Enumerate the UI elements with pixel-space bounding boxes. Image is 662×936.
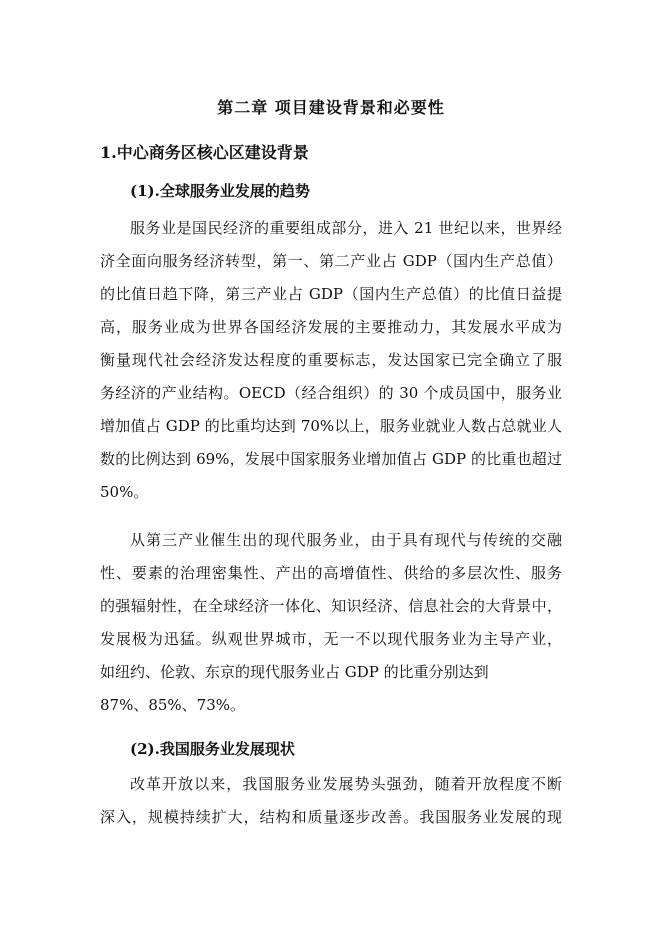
chapter-title: 第二章 项目建设背景和必要性 (217, 98, 445, 117)
paragraph-line: 从第三产业催生出的现代服务业，由于具有现代与传统的交融 (130, 531, 562, 549)
section-title: 1.中心商务区核心区建设背景 (100, 143, 309, 162)
paragraph-line: 性、要素的治理密集性、产出的高增值性、供给的多层次性、服务 (100, 564, 562, 582)
paragraph-3 (100, 768, 562, 834)
paragraph-line: 的比值日趋下降，第三产业占 GDP（国内生产总值）的比值日益提 (100, 285, 562, 303)
paragraph-line: 87%、85%、73%。 (100, 696, 246, 714)
paragraph-line: 改革开放以来，我国服务业发展势头强劲，随着开放程度不断 (130, 775, 562, 793)
paragraph-line: 济全面向服务经济转型，第一、第二产业占 GDP（国内生产总值） (100, 252, 562, 270)
paragraph-2 (100, 524, 562, 722)
paragraph-line: 发展极为迅猛。纵观世界城市，无一不以现代服务业为主导产业， (100, 630, 562, 648)
paragraph-line: 高，服务业成为世界各国经济发展的主要推动力，其发展水平成为 (100, 318, 562, 336)
paragraph-line: 务经济的产业结构。OECD（经合组织）的 30 个成员国中，服务业 (100, 384, 562, 402)
paragraph-line: 增加值占 GDP 的比重均达到 70%以上，服务业就业人数占总就业人 (100, 417, 562, 435)
paragraph-line: 的强辐射性，在全球经济一体化、知识经济、信息社会的大背景中， (100, 597, 562, 615)
paragraph-line: 服务业是国民经济的重要组成部分，进入 21 世纪以来，世界经 (130, 219, 562, 237)
paragraph-line: 衡量现代社会经济发达程度的重要标志，发达国家已完全确立了服 (100, 351, 562, 369)
paragraph-line: 50%。 (100, 483, 149, 501)
subsection-title-1: (1).全球服务业发展的趋势 (130, 182, 310, 200)
paragraph-line: 数的比例达到 69%，发展中国家服务业增加值占 GDP 的比重也超过 (100, 450, 562, 468)
paragraph-line: 深入，规模持续扩大，结构和质量逐步改善。我国服务业发展的现 (100, 808, 562, 826)
paragraph-line: 如纽约、伦敦、东京的现代服务业占 GDP 的比重分别达到 (100, 663, 489, 681)
subsection-title-2: (2).我国服务业发展现状 (130, 740, 295, 758)
paragraph-1 (100, 212, 562, 509)
